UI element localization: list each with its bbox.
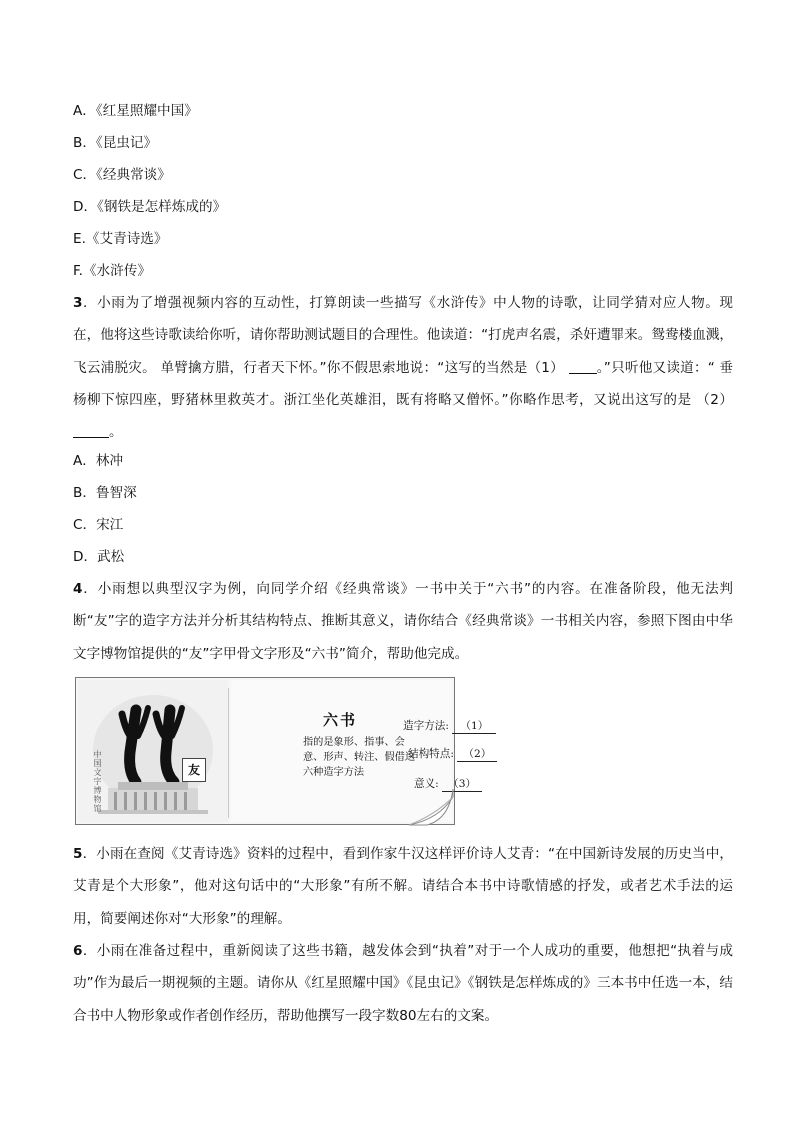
structure-label (408, 746, 497, 762)
liushu-description: 指的是象形、指事、会意、形声、转注、假借这六种造字方法 (303, 737, 416, 779)
oracle-bone-panel (78, 680, 228, 822)
question-6-number: 6 (73, 943, 83, 959)
method-label-text: 造字方法: (403, 720, 449, 732)
question-3-text-b: 。”只听他又读道：“ 垂杨柳下惊四座，野猪林里救英才。浙江坐化英雄泪，既有将略又僧怀。”你略作思考，又说出这写的是 （2） (73, 359, 733, 408)
option-a: A．《红星照耀中国》 (73, 103, 198, 119)
option-c: C．《经典常谈》 (73, 167, 171, 183)
question-3 (73, 287, 733, 448)
option-d: D．《钢铁是怎样炼成的》 (73, 199, 227, 215)
question-3-number: 3 (73, 295, 83, 311)
question-5-number: 5 (73, 846, 83, 862)
figure-frame (75, 677, 492, 825)
question-3-text-end: 。 (109, 424, 123, 441)
question-4 (73, 573, 733, 670)
liushu-title: 六书 (323, 711, 358, 729)
question-3-text-a: ．小雨为了增强视频内容的互动性，打算朗读一些描写《水浒传》中人物的诗歌，让同学猜对应人物。现在，他将这些诗歌读给你听，请你帮助测试题目的合理性。他读道：“打虎声名震，杀奸遭罪来。鸳鸯楼血溅，飞云浦脱灾。 单臂擒方腊，行者天下怀。”你不假思索地说：“这写的当然是（1） (73, 295, 733, 376)
question-4-text: ．小雨想以典型汉字为例，向同学介绍《经典常谈》一书中关于“六书”的内容。在准备阶段，他无法判断“友”字的造字方法并分析其结构特点、推断其意义，请你结合《经典常谈》一书相关内容，参照下图由中华文字博物馆提供的“友”字甲骨文字形及“六书”简介，帮助他完成。 (73, 581, 733, 662)
answer-blank-1[interactable] (569, 359, 597, 374)
method-blank[interactable]: （1） (452, 718, 496, 734)
figure-divider (228, 688, 229, 818)
option-e: E.《艾青诗选》 (73, 231, 168, 247)
q3-option-c: C．宋江 (73, 517, 124, 533)
structure-blank[interactable]: （2） (457, 746, 497, 762)
you-character-box: 友 (182, 758, 206, 782)
option-f: F.《水浒传》 (73, 263, 151, 279)
option-b: B．《昆虫记》 (73, 135, 158, 151)
liushu-figure (75, 677, 492, 827)
question-6 (73, 935, 733, 1032)
q3-option-d: D．武松 (73, 549, 125, 565)
q3-option-b: B．鲁智深 (73, 485, 137, 501)
answer-blank-2[interactable] (73, 423, 109, 438)
question-4-number: 4 (73, 581, 83, 597)
meaning-label-text: 意义: (414, 778, 439, 790)
meaning-blank[interactable]: （3） (442, 776, 482, 792)
question-5 (73, 838, 733, 935)
museum-seal-text: 中国文字博物馆 (93, 750, 102, 813)
page-curl-icon (409, 789, 457, 827)
q3-option-a: A．林冲 (73, 453, 124, 469)
question-5-text: ．小雨在查阅《艾青诗选》资料的过程中，看到作家牛汉这样评价诗人艾青：“在中国新诗发展的历史当中，艾青是个大形象”，他对这句话中的“大形象”有所不解。请结合本书中诗歌情感的抒发，或者艺术手法的运用，简要阐述你对“大形象”的理解。 (73, 846, 733, 927)
question-6-text: ．小雨在准备过程中，重新阅读了这些书籍，越发体会到“执着”对于一个人成功的重要，他想把“执着与成功”作为最后一期视频的主题。请你从《红星照耀中国》《昆虫记》《钢铁是怎样炼成的》三本书中任选一本，结合书中人物形象或作者创作经历，帮助他撰写一段字数80左右的文案。 (73, 943, 733, 1024)
method-label (403, 718, 496, 734)
structure-label-text: 结构特点: (408, 748, 454, 760)
